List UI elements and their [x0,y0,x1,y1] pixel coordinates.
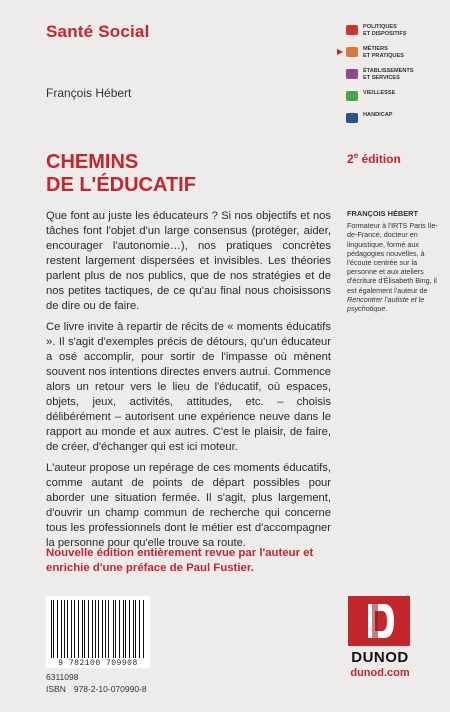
barcode-bar [74,600,75,658]
category-label [363,24,407,37]
bio-book-title: Rencontrer l'autiste et le psychotique [347,294,425,314]
category-list [337,24,447,134]
category-label-line: HANDICAP [363,112,393,118]
bio-end: . [385,304,388,314]
paragraph-2: Ce livre invite à repartir de récits de « moments éducatifs ». Il s'agit d'exemples précis de détours, qu'un éducateur a osé accomplir, pour sortir de l'impasse où mènent souvent nos intentions directes envers autrui. Commence alors un retour vers le lieu de l'éducatif, où espaces, objets, jeux, activités, attitudes, etc. – choisis délibérément – autorisent une expérience neuve dans le rapport au monde et aux autres. C'est le plaisir, de faire, de créer, d'échanger qui est ici moteur. [46,321,331,453]
barcode-bar [72,600,73,658]
barcode-bar [125,600,126,658]
product-code: 6311098 [46,672,79,682]
category-swatch [346,25,358,35]
title-line-1: CHEMINS [46,151,139,173]
category-swatch [346,69,358,79]
category-label [363,90,395,97]
barcode-bar [64,600,65,658]
category-item [337,90,447,112]
paragraph-3: L'auteur propose un repérage de ces moments éducatifs, comme autant de points de départ possibles pour aborder une situation fermée. Il s'agit, plus largement, d'ouvrir un champ commun de recherche qui concerne tous les professionnels dont le métier est d'accompagner la personne pour qu'elle trouve sa route. [46,462,331,549]
dunod-logo-icon [348,596,410,646]
paragraph-1: Que font au juste les éducateurs ? Si nos objectifs et nos tâches font l'objet d'un large consensus (protéger, aider, encourager l'autonomie…), nos pratiques concrètes restent largement dispersées et invisibles. Les théories parlent plus de nos publics, que de nos stratégies et de nos petites tactiques, de ce qu'au final nous choisissons de dire ou de faire. [46,210,331,312]
book-title [46,151,196,197]
category-item [337,68,447,90]
barcode-digits: 9 782100 709908 [58,659,138,668]
barcode-bar [95,600,96,658]
edition-word: édition [361,152,401,166]
category-label [363,46,404,59]
barcode-bar [135,600,136,658]
category-swatch [346,91,358,101]
category-label-line: ET PRATIQUES [363,52,404,59]
category-swatch [346,47,358,57]
series-name: Santé Social [46,22,150,41]
edition-number: 2 [347,152,354,166]
isbn-value: 978-2-10-070990-8 [73,684,147,694]
barcode-bar [110,600,111,658]
dunod-logo [348,596,410,646]
author-name: François Hébert [46,86,132,100]
barcode-bars [51,600,145,658]
barcode [46,596,150,668]
new-edition-note: Nouvelle édition entièrement revue par l'auteur et enrichie d'une préface de Paul Fustier. [46,547,314,574]
category-swatch [346,113,358,123]
edition-sup: e [353,151,359,160]
category-label-line: POLITIQUES [363,24,397,30]
category-label-line: VIEILLESSE [363,90,396,96]
barcode-bar [115,600,116,658]
category-label-line: ET SERVICES [363,74,400,81]
category-item [337,46,447,68]
back-cover-text [46,209,331,557]
barcode-bar [119,600,120,658]
selected-arrow-icon: ▶ [337,47,344,56]
barcode-bar [93,600,94,658]
barcode-bar [84,600,85,658]
category-label [363,68,414,81]
category-label [363,112,393,119]
publisher-url: dunod.com [350,667,410,679]
barcode-bar [79,600,80,658]
isbn [46,684,155,694]
edition-label [347,151,401,166]
isbn-label: ISBN [46,684,66,694]
title-line-2: DE L'ÉDUCATIF [46,174,196,196]
category-label-line: MÉTIERS [363,46,388,52]
bio-text: Formateur à l'IRTS Paris Ile-de-France, docteur en linguistique, formé aux pédagogies nouvelles, à l'écoute centrée sur la personne et aux ateliers d'écriture d'Élisabeth Bing, il est également l'auteur de [347,221,438,295]
barcode-bar [130,600,131,658]
author-bio [347,209,439,313]
category-item [337,24,447,46]
publisher-name: DUNOD [351,649,409,666]
category-item [337,112,447,134]
bio-author-name: FRANÇOIS HÉBERT [347,209,419,218]
category-label-line: ÉTABLISSEMENTS [363,68,414,74]
category-label-line: ET DISPOSITIFS [363,30,407,37]
